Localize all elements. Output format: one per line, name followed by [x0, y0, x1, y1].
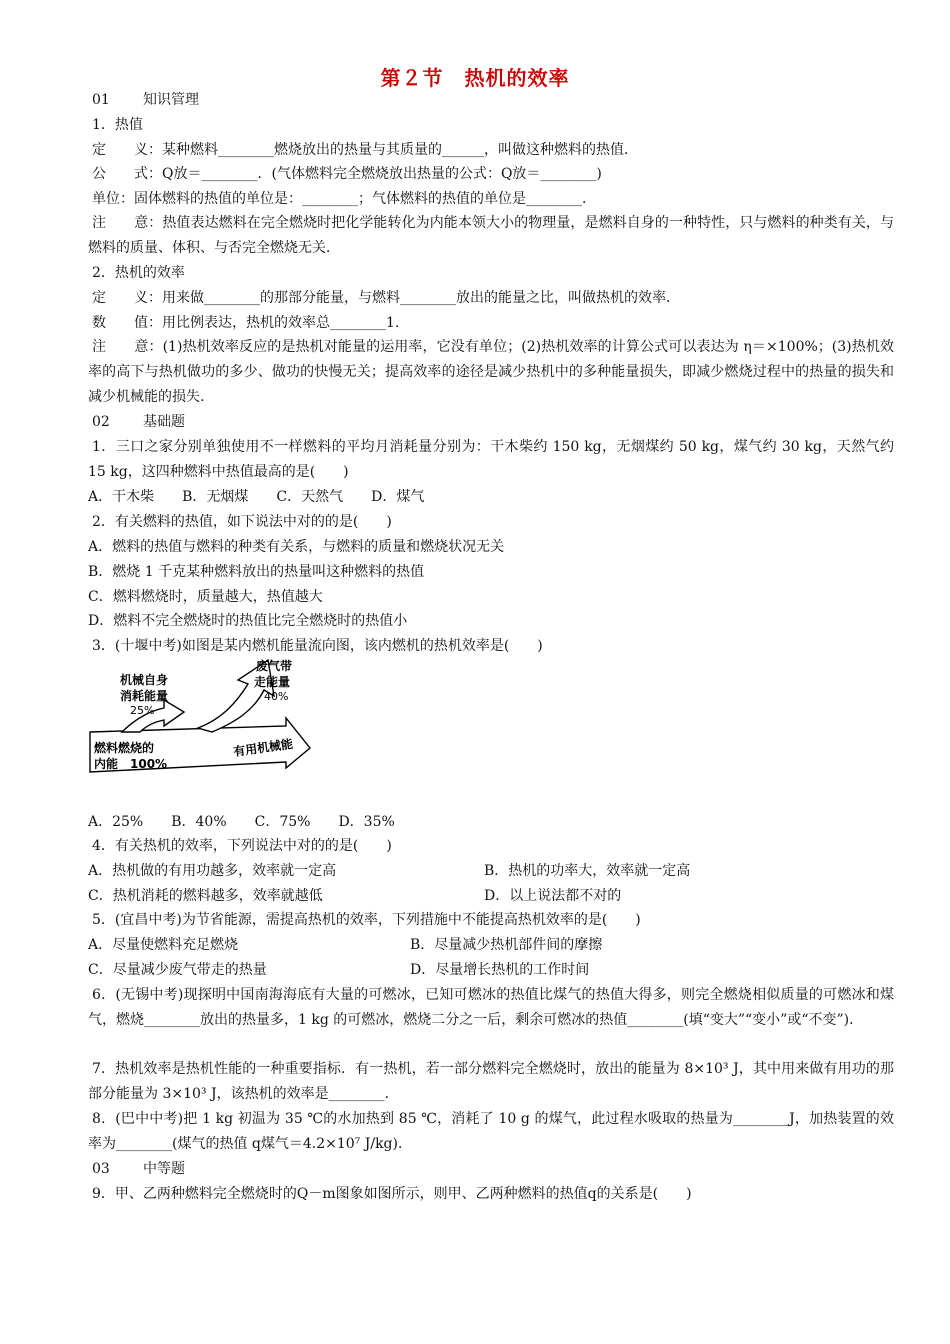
formula-heat-value: 公 式：Q放＝________．(气体燃料完全燃烧放出热量的公式：Q放＝________): [92, 166, 602, 182]
label-waste-gas-1: 废气带: [256, 659, 293, 673]
question-8: 8．(巴中中考)把 1 kg 初温为 35 ℃的水加热到 85 ℃，消耗了 10 g 的煤气，此过程水吸取的热量为________J，加热装置的效率为________(煤气的热值 q煤气＝4.2×10⁷ J/kg)．: [88, 1111, 894, 1152]
section-number: 01: [92, 92, 110, 108]
question-4-option-b: B．热机的功率大，效率就一定高: [484, 863, 691, 879]
definition-heat-value: 定 义：某种燃料________燃烧放出的热量与其质量的______，叫做这种燃料的热值．: [92, 142, 638, 158]
question-5-option-c: C．尽量减少废气带走的热量: [88, 962, 267, 978]
label-fuel-energy-2: 内能 100%: [94, 757, 168, 771]
question-2-stem: 2．有关燃料的热值，如下说法中对的的是( ): [92, 514, 392, 530]
question-3-stem: 3．(十堰中考)如图是某内燃机能量流向图，该内燃机的热机效率是( ): [92, 638, 543, 654]
question-6: 6．(无锡中考)现探明中国南海海底有大量的可燃冰，已知可燃冰的热值比煤气的热值大得多，则完全燃烧相似质量的可燃冰和煤气，燃烧________放出的热量多，1 kg 的可燃冰，燃烧二分之一后，剩余可燃冰的热值________(填“变大”“变小”或“不变”)．: [88, 987, 894, 1028]
question-4-option-a: A．热机做的有用功越多，效率就一定高: [88, 863, 337, 879]
question-5-option-a: A．尽量使燃料充足燃烧: [88, 937, 239, 953]
question-5-option-b: B．尽量减少热机部件间的摩擦: [410, 937, 603, 953]
page-title: 第２节 热机的效率: [380, 66, 570, 90]
section-label: 中等题: [143, 1161, 185, 1177]
definition-efficiency: 定 义：用来做________的那部分能量，与燃料________放出的能量之比，叫做热机的效率．: [92, 290, 680, 306]
question-1-stem: 1．三口之家分别单独使用不一样燃料的平均月消耗量分别为：干木柴约 150 kg，无烟煤约 50 kg，煤气约 30 kg，天然气约 15 kg，这四种燃料中热值最高的是( ): [88, 439, 894, 480]
section-label: 基础题: [143, 414, 185, 430]
question-7: 7．热机效率是热机性能的一种重要指标．有一热机，若一部分燃料完全燃烧时，放出的能量为 8×10³ J，其中用来做有用功的那部分能量为 3×10³ J，该热机的效率是________．: [88, 1061, 894, 1102]
section-number: 02: [92, 414, 110, 430]
label-mechanical-loss-1: 机械自身: [120, 673, 169, 687]
question-4-stem: 4．有关热机的效率，下列说法中对的的是( ): [92, 838, 392, 854]
heading-efficiency: 2．热机的效率: [92, 265, 185, 281]
question-5-stem: 5．(宜昌中考)为节省能源，需提高热机的效率，下列措施中不能提高热机效率的是( ): [92, 912, 641, 928]
question-9-stem: 9．甲、乙两种燃料完全燃烧时的Q－m图象如图所示，则甲、乙两种燃料的热值q的关系是( ): [92, 1186, 692, 1202]
label-useful-energy: 有用机械能: [232, 736, 294, 759]
note-heat-value: 注 意：热值表达燃料在完全燃烧时把化学能转化为内能本领大小的物理量，是燃料自身的一种特性，只与燃料的种类有关，与燃料的质量、体积、与否完全燃烧无关．: [88, 215, 894, 256]
section-number: 03: [92, 1161, 110, 1177]
section-label: 知识管理: [143, 92, 199, 108]
question-3-options: A．25% B．40% C．75% D．35%: [88, 814, 395, 830]
question-2-option-b: B．燃烧 1 千克某种燃料放出的热量叫这种燃料的热值: [88, 564, 425, 580]
heading-heat-value: 1．热值: [92, 117, 143, 133]
question-2-option-a: A．燃料的热值与燃料的种类有关系，与燃料的质量和燃烧状况无关: [88, 539, 505, 555]
value-efficiency: 数 值：用比例表达，热机的效率总________1.: [92, 315, 400, 331]
unit-heat-value: 单位：固体燃料的热值的单位是：________；气体燃料的热值的单位是________．: [92, 191, 596, 207]
label-waste-gas-2: 走能量: [254, 675, 291, 689]
question-1-options: A．干木柴 B．无烟煤 C．天然气 D．煤气: [88, 489, 425, 505]
question-4-option-c: C．热机消耗的燃料越多，效率就越低: [88, 888, 323, 904]
label-waste-gas-percent: 40%: [264, 690, 289, 703]
label-mechanical-loss-percent: 25%: [130, 704, 155, 717]
question-5-option-d: D．尽量增长热机的工作时间: [410, 962, 590, 978]
question-2-option-d: D．燃料不完全燃烧时的热值比完全燃烧时的热值小: [88, 613, 408, 629]
label-mechanical-loss-2: 消耗能量: [120, 689, 169, 703]
note-efficiency: 注 意：(1)热机效率反应的是热机对能量的运用率，它没有单位；(2)热机效率的计算公式可以表达为 η＝×100%；(3)热机效率的高下与热机做功的多少、做功的快慢无关；提高效率的途径是减少热机中的多种能量损失，即减少燃烧过程中的热量的损失和减少机械能的损失.: [88, 339, 894, 405]
label-fuel-energy-1: 燃料燃烧的: [94, 741, 155, 755]
energy-flow-diagram: [88, 656, 378, 786]
question-4-option-d: D．以上说法都不对的: [484, 888, 622, 904]
question-2-option-c: C．燃料燃烧时，质量越大，热值越大: [88, 589, 323, 605]
